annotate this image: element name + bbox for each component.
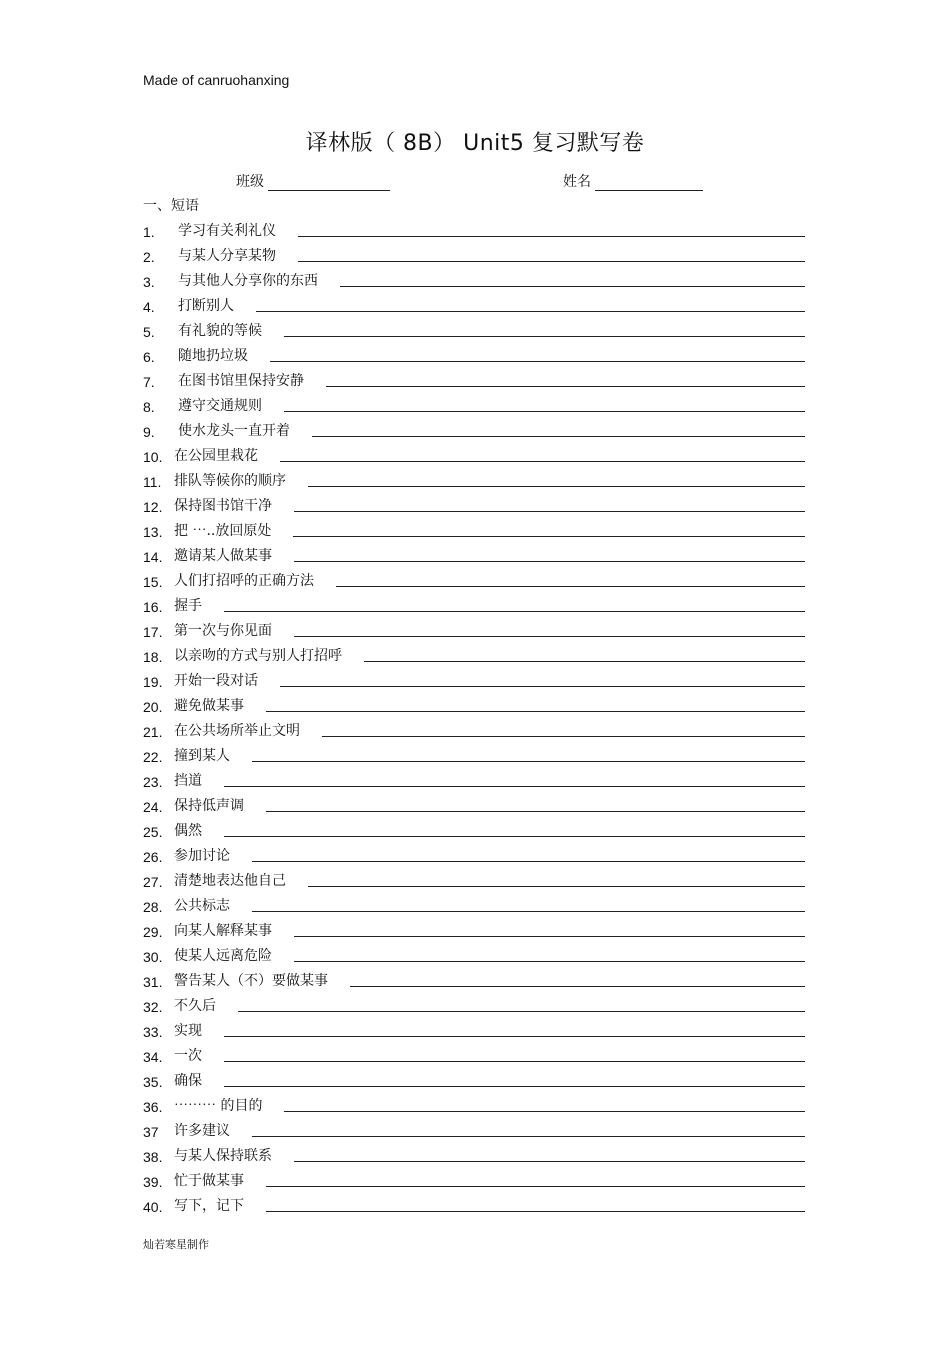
phrase-row xyxy=(143,920,805,940)
phrase-number: 20. xyxy=(143,699,163,715)
phrase-row xyxy=(143,395,805,415)
phrase-number: 31. xyxy=(143,974,163,990)
answer-blank[interactable] xyxy=(256,311,805,312)
phrase-number: 14. xyxy=(143,549,163,565)
phrase-text: 参加讨论 xyxy=(174,848,230,864)
answer-blank[interactable] xyxy=(266,711,805,712)
phrase-row xyxy=(143,595,805,615)
name-blank[interactable] xyxy=(595,176,703,191)
phrase-number: 34. xyxy=(143,1049,163,1065)
answer-blank[interactable] xyxy=(224,786,805,787)
phrase-row xyxy=(143,1170,805,1190)
class-blank[interactable] xyxy=(268,176,390,191)
phrase-row xyxy=(143,370,805,390)
phrase-number: 37 xyxy=(143,1124,159,1140)
phrase-text: 向某人解释某事 xyxy=(174,923,272,939)
phrase-text: 偶然 xyxy=(174,823,202,839)
class-field xyxy=(236,171,390,191)
phrase-text: 学习有关利礼仪 xyxy=(178,223,276,239)
phrase-text: 与某人保持联系 xyxy=(174,1148,272,1164)
answer-blank[interactable] xyxy=(252,911,805,912)
phrase-row xyxy=(143,820,805,840)
phrase-text: 与其他人分享你的东西 xyxy=(178,273,318,289)
phrase-text: 打断别人 xyxy=(178,298,234,314)
phrase-text: 握手 xyxy=(174,598,202,614)
phrase-number: 24. xyxy=(143,799,163,815)
phrase-number: 30. xyxy=(143,949,163,965)
phrase-row xyxy=(143,720,805,740)
phrase-number: 28. xyxy=(143,899,163,915)
answer-blank[interactable] xyxy=(280,461,805,462)
phrase-text: 保持图书馆干净 xyxy=(174,498,272,514)
phrase-text: 有礼貌的等候 xyxy=(178,323,262,339)
phrase-number: 15. xyxy=(143,574,163,590)
answer-blank[interactable] xyxy=(284,411,805,412)
phrase-row xyxy=(143,220,805,240)
phrase-text: 使水龙头一直开着 xyxy=(178,423,290,439)
answer-blank[interactable] xyxy=(252,1136,805,1137)
phrase-number: 23. xyxy=(143,774,163,790)
phrase-row xyxy=(143,1120,805,1140)
phrase-number: 10. xyxy=(143,449,163,465)
page-header-note: Made of canruohanxing xyxy=(143,72,290,88)
phrase-number: 38. xyxy=(143,1149,163,1165)
phrase-row xyxy=(143,695,805,715)
phrase-number: 29. xyxy=(143,924,163,940)
phrase-text: 写下，记下 xyxy=(174,1198,244,1214)
answer-blank[interactable] xyxy=(280,686,805,687)
phrase-text: 邀请某人做某事 xyxy=(174,548,272,564)
name-field xyxy=(563,171,703,191)
phrase-number: 4. xyxy=(143,299,155,315)
phrase-number: 25. xyxy=(143,824,163,840)
page-footer: 灿若寒星制作 xyxy=(143,1238,209,1251)
phrase-row xyxy=(143,1145,805,1165)
answer-blank[interactable] xyxy=(326,386,805,387)
phrase-number: 27. xyxy=(143,874,163,890)
answer-blank[interactable] xyxy=(294,636,805,637)
phrase-row xyxy=(143,1045,805,1065)
answer-blank[interactable] xyxy=(294,1161,805,1162)
phrase-number: 7. xyxy=(143,374,155,390)
phrase-number: 11. xyxy=(143,474,162,490)
class-label: 班级 xyxy=(236,174,264,190)
phrase-number: 3. xyxy=(143,274,155,290)
answer-blank[interactable] xyxy=(266,1186,805,1187)
phrase-number: 2. xyxy=(143,249,155,265)
answer-blank[interactable] xyxy=(312,436,805,437)
phrase-number: 12. xyxy=(143,499,163,515)
phrase-number: 16. xyxy=(143,599,163,615)
answer-blank[interactable] xyxy=(266,1211,805,1212)
phrase-number: 39. xyxy=(143,1174,163,1190)
phrase-text: 在图书馆里保持安静 xyxy=(178,373,304,389)
phrase-row xyxy=(143,1095,805,1115)
phrase-row xyxy=(143,570,805,590)
phrase-row xyxy=(143,770,805,790)
phrase-number: 40. xyxy=(143,1199,163,1215)
phrase-number: 5. xyxy=(143,324,155,340)
answer-blank[interactable] xyxy=(294,961,805,962)
phrase-text: 实现 xyxy=(174,1023,202,1039)
phrase-number: 22. xyxy=(143,749,163,765)
answer-blank[interactable] xyxy=(224,1061,805,1062)
phrase-row xyxy=(143,620,805,640)
answer-blank[interactable] xyxy=(308,886,805,887)
phrase-text: 在公园里栽花 xyxy=(174,448,258,464)
phrase-number: 18. xyxy=(143,649,163,665)
answer-blank[interactable] xyxy=(224,611,805,612)
phrase-row xyxy=(143,270,805,290)
phrase-row xyxy=(143,1070,805,1090)
answer-blank[interactable] xyxy=(298,236,805,237)
phrase-number: 9. xyxy=(143,424,155,440)
answer-blank[interactable] xyxy=(340,286,805,287)
answer-blank[interactable] xyxy=(284,336,805,337)
name-label: 姓名 xyxy=(563,174,591,190)
phrase-text: 许多建议 xyxy=(174,1123,230,1139)
phrase-row xyxy=(143,445,805,465)
answer-blank[interactable] xyxy=(224,1086,805,1087)
phrase-text: 遵守交通规则 xyxy=(178,398,262,414)
phrase-row xyxy=(143,295,805,315)
answer-blank[interactable] xyxy=(294,561,805,562)
phrase-text: 保持低声调 xyxy=(174,798,244,814)
phrase-text: 与某人分享某物 xyxy=(178,248,276,264)
phrase-number: 26. xyxy=(143,849,163,865)
phrase-row xyxy=(143,1195,805,1215)
phrase-text: 第一次与你见面 xyxy=(174,623,272,639)
phrase-row xyxy=(143,1020,805,1040)
phrase-text: 在公共场所举止文明 xyxy=(174,723,300,739)
phrase-number: 21. xyxy=(143,724,163,740)
phrase-row xyxy=(143,520,805,540)
answer-blank[interactable] xyxy=(298,261,805,262)
phrase-number: 1. xyxy=(143,224,155,240)
phrase-row xyxy=(143,870,805,890)
phrase-row xyxy=(143,995,805,1015)
answer-blank[interactable] xyxy=(284,1111,805,1112)
page-title: 译林版（ 8B） Unit5 复习默写卷 xyxy=(305,131,645,156)
phrase-row xyxy=(143,795,805,815)
answer-blank[interactable] xyxy=(224,1036,805,1037)
phrase-text: 避免做某事 xyxy=(174,698,244,714)
phrase-text: 撞到某人 xyxy=(174,748,230,764)
phrase-row xyxy=(143,320,805,340)
answer-blank[interactable] xyxy=(252,761,805,762)
phrase-text: 确保 xyxy=(174,1073,202,1089)
phrase-text: 开始一段对话 xyxy=(174,673,258,689)
phrase-number: 19. xyxy=(143,674,163,690)
phrase-text: 忙于做某事 xyxy=(174,1173,244,1189)
phrase-number: 8. xyxy=(143,399,155,415)
phrase-text: 把 ⋯..放回原处 xyxy=(174,523,272,539)
phrase-row xyxy=(143,245,805,265)
answer-blank[interactable] xyxy=(308,486,805,487)
answer-blank[interactable] xyxy=(364,661,805,662)
phrase-number: 36. xyxy=(143,1099,163,1115)
phrase-text: 排队等候你的顺序 xyxy=(174,473,286,489)
phrase-row xyxy=(143,545,805,565)
phrase-number: 32. xyxy=(143,999,163,1015)
phrase-text: 挡道 xyxy=(174,773,202,789)
phrase-row xyxy=(143,845,805,865)
phrase-text: 警告某人（不）要做某事 xyxy=(174,973,328,989)
phrase-text: 清楚地表达他自己 xyxy=(174,873,286,889)
answer-blank[interactable] xyxy=(224,836,805,837)
phrase-number: 35. xyxy=(143,1074,163,1090)
phrase-row xyxy=(143,645,805,665)
answer-blank[interactable] xyxy=(350,986,805,987)
phrase-row xyxy=(143,945,805,965)
phrase-text: 以亲吻的方式与别人打招呼 xyxy=(174,648,342,664)
answer-blank[interactable] xyxy=(294,511,805,512)
answer-blank[interactable] xyxy=(238,1011,805,1012)
phrase-number: 17. xyxy=(143,624,163,640)
phrase-row xyxy=(143,345,805,365)
phrase-row xyxy=(143,495,805,515)
phrase-row xyxy=(143,745,805,765)
phrase-text: 使某人远离危险 xyxy=(174,948,272,964)
phrase-row xyxy=(143,895,805,915)
phrase-row xyxy=(143,420,805,440)
phrase-number: 13. xyxy=(143,524,163,540)
answer-blank[interactable] xyxy=(266,811,805,812)
answer-blank[interactable] xyxy=(293,536,805,537)
answer-blank[interactable] xyxy=(322,736,805,737)
phrase-text: 公共标志 xyxy=(174,898,230,914)
answer-blank[interactable] xyxy=(270,361,805,362)
phrase-row xyxy=(143,670,805,690)
phrase-number: 6. xyxy=(143,349,155,365)
phrase-text: 一次 xyxy=(174,1048,202,1064)
phrase-text: 人们打招呼的正确方法 xyxy=(174,573,314,589)
phrase-text: 不久后 xyxy=(174,998,216,1014)
answer-blank[interactable] xyxy=(294,936,805,937)
answer-blank[interactable] xyxy=(252,861,805,862)
phrase-text: 随地扔垃圾 xyxy=(178,348,248,364)
phrase-row xyxy=(143,470,805,490)
phrase-text: ⋯⋯⋯ 的目的 xyxy=(174,1098,263,1114)
answer-blank[interactable] xyxy=(336,586,805,587)
section-title: 一、短语 xyxy=(143,198,199,214)
phrase-row xyxy=(143,970,805,990)
phrase-number: 33. xyxy=(143,1024,163,1040)
